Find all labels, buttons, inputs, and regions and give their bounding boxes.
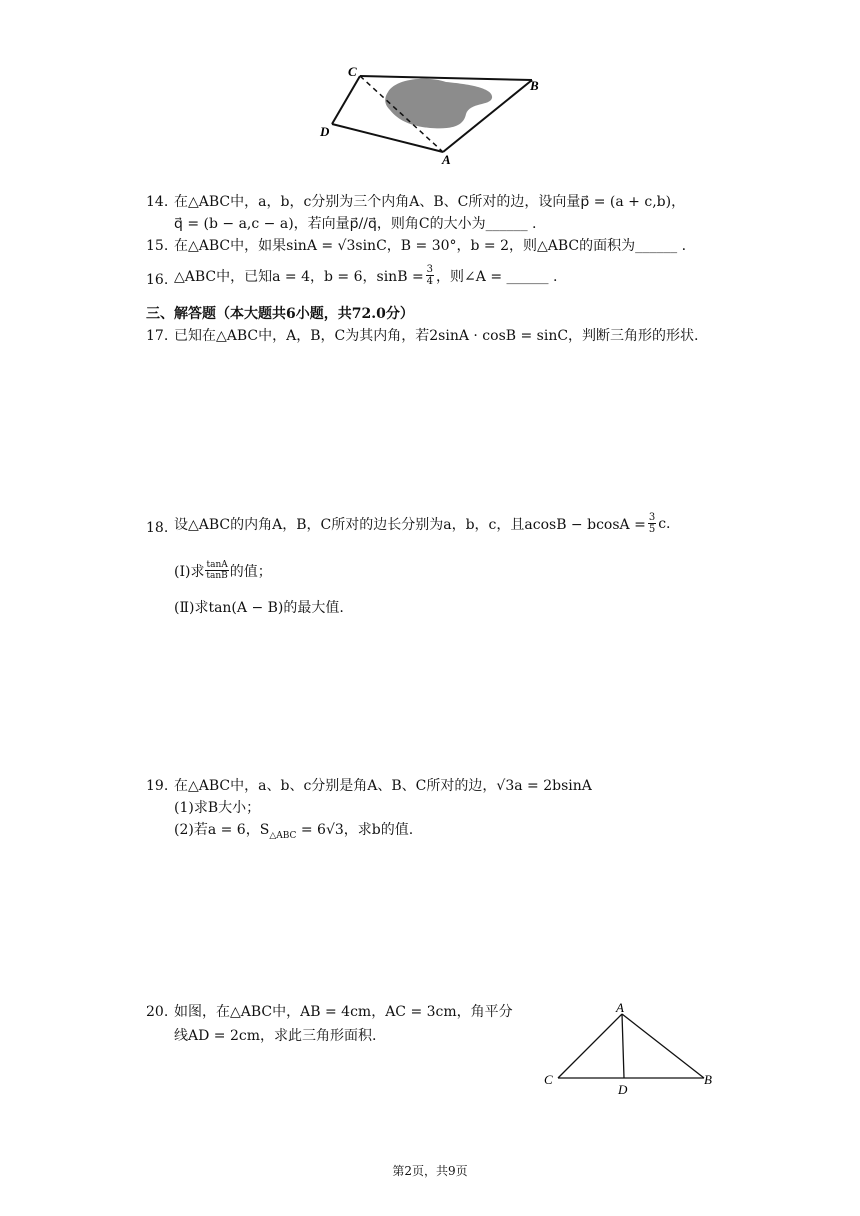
q18-number: 18.	[146, 520, 169, 536]
q19-number: 19.	[146, 778, 169, 794]
edge-cb	[360, 76, 532, 80]
q16-frac-num: 3	[426, 264, 434, 275]
label-d: D	[618, 1082, 628, 1097]
side-ab	[622, 1014, 704, 1078]
q20-line1: 如图，在△ABC中，AB = 4cm，AC = 3cm，角平分	[174, 1004, 513, 1020]
triangle-figure	[538, 996, 722, 1098]
q14-line2: q⃗ = (b − a,c − a)，若向量p⃗//q⃗，则角C的大小为______ .	[174, 216, 537, 232]
q19-part1: (1)求B大小；	[174, 800, 261, 816]
q18-fraction	[648, 512, 656, 535]
q20-line2: 线AD = 2cm，求此三角形面积.	[174, 1028, 377, 1044]
q16-fraction	[426, 264, 434, 287]
label-b: B	[704, 1072, 712, 1087]
bisector-ad	[622, 1014, 624, 1078]
shaded-blob	[385, 79, 492, 129]
q19-part2-text-a: (2)若a = 6，S	[174, 822, 270, 838]
side-ac	[558, 1014, 622, 1078]
q15-line1: 在△ABC中，如果sinA = √3sinC，B = 30°，b = 2，则△ABC的面积为______ .	[174, 238, 687, 254]
edge-da	[332, 124, 443, 152]
edge-cd	[332, 76, 360, 124]
label-c: C	[348, 64, 357, 79]
q16-line	[174, 264, 557, 287]
q14-number: 14.	[146, 194, 169, 210]
q19-line1: 在△ABC中，a、b、c分别是角A、B、C所对的边，√3a = 2bsinA	[174, 778, 592, 794]
label-b: B	[530, 78, 539, 93]
q18-frac-den: 5	[648, 524, 656, 535]
q15-number: 15.	[146, 238, 169, 254]
q18-part1-fraction	[205, 560, 228, 581]
q19-part2	[174, 820, 413, 846]
label-c: C	[544, 1072, 553, 1087]
q14-line1: 在△ABC中，a，b，c分别为三个内角A、B、C所对的边，设向量p⃗ = (a + c,b)，	[174, 194, 686, 210]
quadrilateral-figure	[318, 62, 548, 168]
q20-number: 20.	[146, 1004, 169, 1020]
q18-part1-frac-num: tanA	[206, 560, 228, 570]
page-footer: 第2页，共9页	[392, 1164, 468, 1178]
q18-part1	[174, 560, 272, 581]
q17-number: 17.	[146, 328, 169, 344]
section-3-title: 三、解答题（本大题共6小题，共72.0分）	[146, 306, 414, 322]
q16-frac-den: 4	[426, 276, 434, 287]
label-a: A	[442, 152, 451, 167]
q16-number: 16.	[146, 272, 169, 288]
q18-part2: (Ⅱ)求tan(A − B)的最大值.	[174, 600, 344, 616]
q18-part1-frac-den: tanB	[206, 571, 228, 581]
q17-line1: 已知在△ABC中，A，B，C为其内角，若2sinA · cosB = sinC，判断三角形的形状.	[174, 328, 699, 344]
label-a: A	[616, 1000, 624, 1015]
q18-line	[174, 512, 671, 535]
q19-part2-subscript: △ABC	[269, 830, 297, 841]
q18-text-a: 设△ABC的内角A，B，C所对的边长分别为a，b，c，且acosB − bcosA =	[174, 516, 646, 533]
q18-part1-text-b: 的值；	[229, 563, 272, 580]
label-d: D	[320, 124, 330, 139]
q18-part1-text-a: (Ⅰ)求	[174, 563, 205, 580]
q19-part2-text-b: = 6√3，求b的值.	[296, 822, 414, 838]
q18-text-b: c.	[658, 515, 671, 532]
q16-text-b: ，则∠A = ______ .	[436, 268, 558, 285]
q18-frac-num: 3	[648, 512, 656, 523]
q16-text-a: △ABC中，已知a = 4，b = 6，sinB =	[174, 268, 424, 285]
